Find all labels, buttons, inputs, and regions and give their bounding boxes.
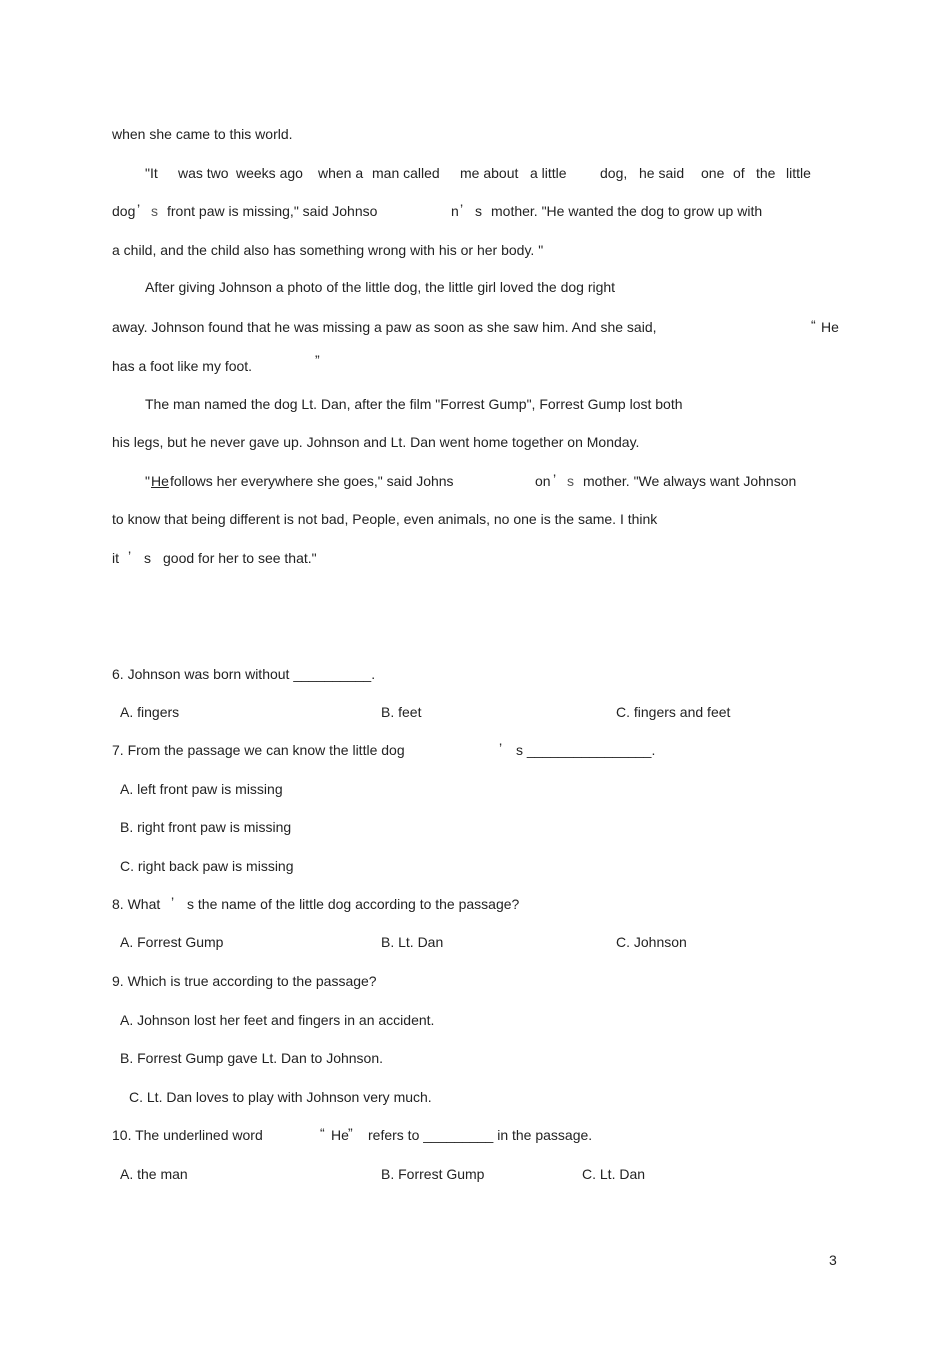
- question-stem: 8. What: [112, 896, 161, 912]
- question-stem: 7. From the passage we can know the little dog: [112, 742, 405, 758]
- option-a[interactable]: A. left front paw is missing: [120, 781, 283, 797]
- passage-word: dog,: [600, 165, 628, 181]
- passage-line: his legs, but he never gave up. Johnson and Lt. Dan went home together on Monday.: [112, 434, 640, 450]
- open-quote-glyph: “: [320, 1125, 325, 1141]
- passage-word: a little: [530, 165, 567, 181]
- passage-line: a child, and the child also has something wrong with his or her body. ": [112, 242, 544, 258]
- apostrophe-glyph: ’: [137, 201, 141, 217]
- option-c[interactable]: C. right back paw is missing: [120, 858, 294, 874]
- option-c[interactable]: C. Lt. Dan: [582, 1166, 646, 1182]
- close-quote-glyph: ”: [315, 352, 320, 368]
- open-quote-glyph: “: [811, 317, 816, 333]
- passage-fragment: s: [151, 203, 158, 219]
- apostrophe-glyph: ’: [128, 548, 132, 564]
- passage-fragment: s: [475, 203, 482, 219]
- passage-fragment: ": [145, 473, 150, 489]
- passage-line: After giving Johnson a photo of the little dog, the little girl loved the dog right: [145, 279, 616, 295]
- option-a[interactable]: A. fingers: [120, 704, 180, 720]
- passage-word: man called: [372, 165, 440, 181]
- question-stem-tail: s the name of the little dog according to the passage?: [187, 896, 520, 912]
- passage-fragment: s: [144, 550, 151, 566]
- passage-word: weeks ago: [236, 165, 303, 181]
- question-stem: 6. Johnson was born without __________.: [112, 666, 376, 682]
- passage-word: "It: [145, 165, 158, 181]
- passage-fragment: good for her to see that.": [163, 550, 317, 566]
- passage-fragment: dog: [112, 203, 136, 219]
- option-b[interactable]: B. right front paw is missing: [120, 819, 292, 835]
- page-number: 3: [829, 1252, 837, 1268]
- passage-word: little: [786, 165, 811, 181]
- passage-fragment: on: [535, 473, 551, 489]
- option-c[interactable]: C. fingers and feet: [616, 704, 731, 720]
- passage-word: the: [756, 165, 776, 181]
- passage-line: when she came to this world.: [112, 126, 293, 142]
- apostrophe-glyph: ’: [460, 201, 464, 217]
- apostrophe-glyph: ’: [553, 471, 557, 487]
- passage-word: of: [733, 165, 745, 181]
- passage-word: when a: [318, 165, 364, 181]
- apostrophe-glyph: ’: [171, 894, 175, 910]
- option-b[interactable]: B. Forrest Gump: [381, 1166, 485, 1182]
- option-a[interactable]: A. Forrest Gump: [120, 934, 224, 950]
- question-stem-tail: s ________________.: [516, 742, 656, 758]
- passage-fragment: away. Johnson found that he was missing a paw as soon as she saw him. And she said,: [112, 319, 657, 335]
- passage-fragment: it: [112, 550, 119, 566]
- passage-fragment: has a foot like my foot.: [112, 358, 253, 374]
- question-stem: 9. Which is true according to the passage?: [112, 973, 377, 989]
- passage-fragment: He: [821, 319, 839, 335]
- passage-word: me about: [460, 165, 519, 181]
- passage-word: was two: [178, 165, 229, 181]
- question-stem: 10. The underlined word: [112, 1127, 263, 1143]
- option-b[interactable]: B. feet: [381, 704, 422, 720]
- passage-word: one: [701, 165, 725, 181]
- option-c[interactable]: C. Johnson: [616, 934, 687, 950]
- option-b[interactable]: B. Forrest Gump gave Lt. Dan to Johnson.: [120, 1050, 384, 1066]
- question-stem-tail: refers to _________ in the passage.: [368, 1127, 593, 1143]
- close-quote-glyph: ”: [348, 1125, 353, 1141]
- option-a[interactable]: A. Johnson lost her feet and fingers in an accident.: [120, 1012, 435, 1028]
- option-a[interactable]: A. the man: [120, 1166, 188, 1182]
- quoted-word-he: He: [331, 1127, 349, 1143]
- passage-line: to know that being different is not bad, People, even animals, no one is the same. I think: [112, 511, 658, 527]
- passage-word: he said: [639, 165, 685, 181]
- option-b[interactable]: B. Lt. Dan: [381, 934, 444, 950]
- passage-line: The man named the dog Lt. Dan, after the film "Forrest Gump", Forrest Gump lost both: [145, 396, 683, 412]
- passage-fragment: mother. "We always want Johnson: [583, 473, 797, 489]
- apostrophe-glyph: ’: [499, 740, 503, 756]
- passage-fragment: s: [567, 473, 574, 489]
- underlined-word-he: He: [151, 473, 169, 489]
- passage-fragment: mother. "He wanted the dog to grow up with: [491, 203, 763, 219]
- passage-fragment: front paw is missing," said Johnso: [167, 203, 378, 219]
- passage-fragment: follows her everywhere she goes," said Johns: [170, 473, 454, 489]
- passage-fragment: n: [451, 203, 459, 219]
- option-c[interactable]: C. Lt. Dan loves to play with Johnson very much.: [129, 1089, 432, 1105]
